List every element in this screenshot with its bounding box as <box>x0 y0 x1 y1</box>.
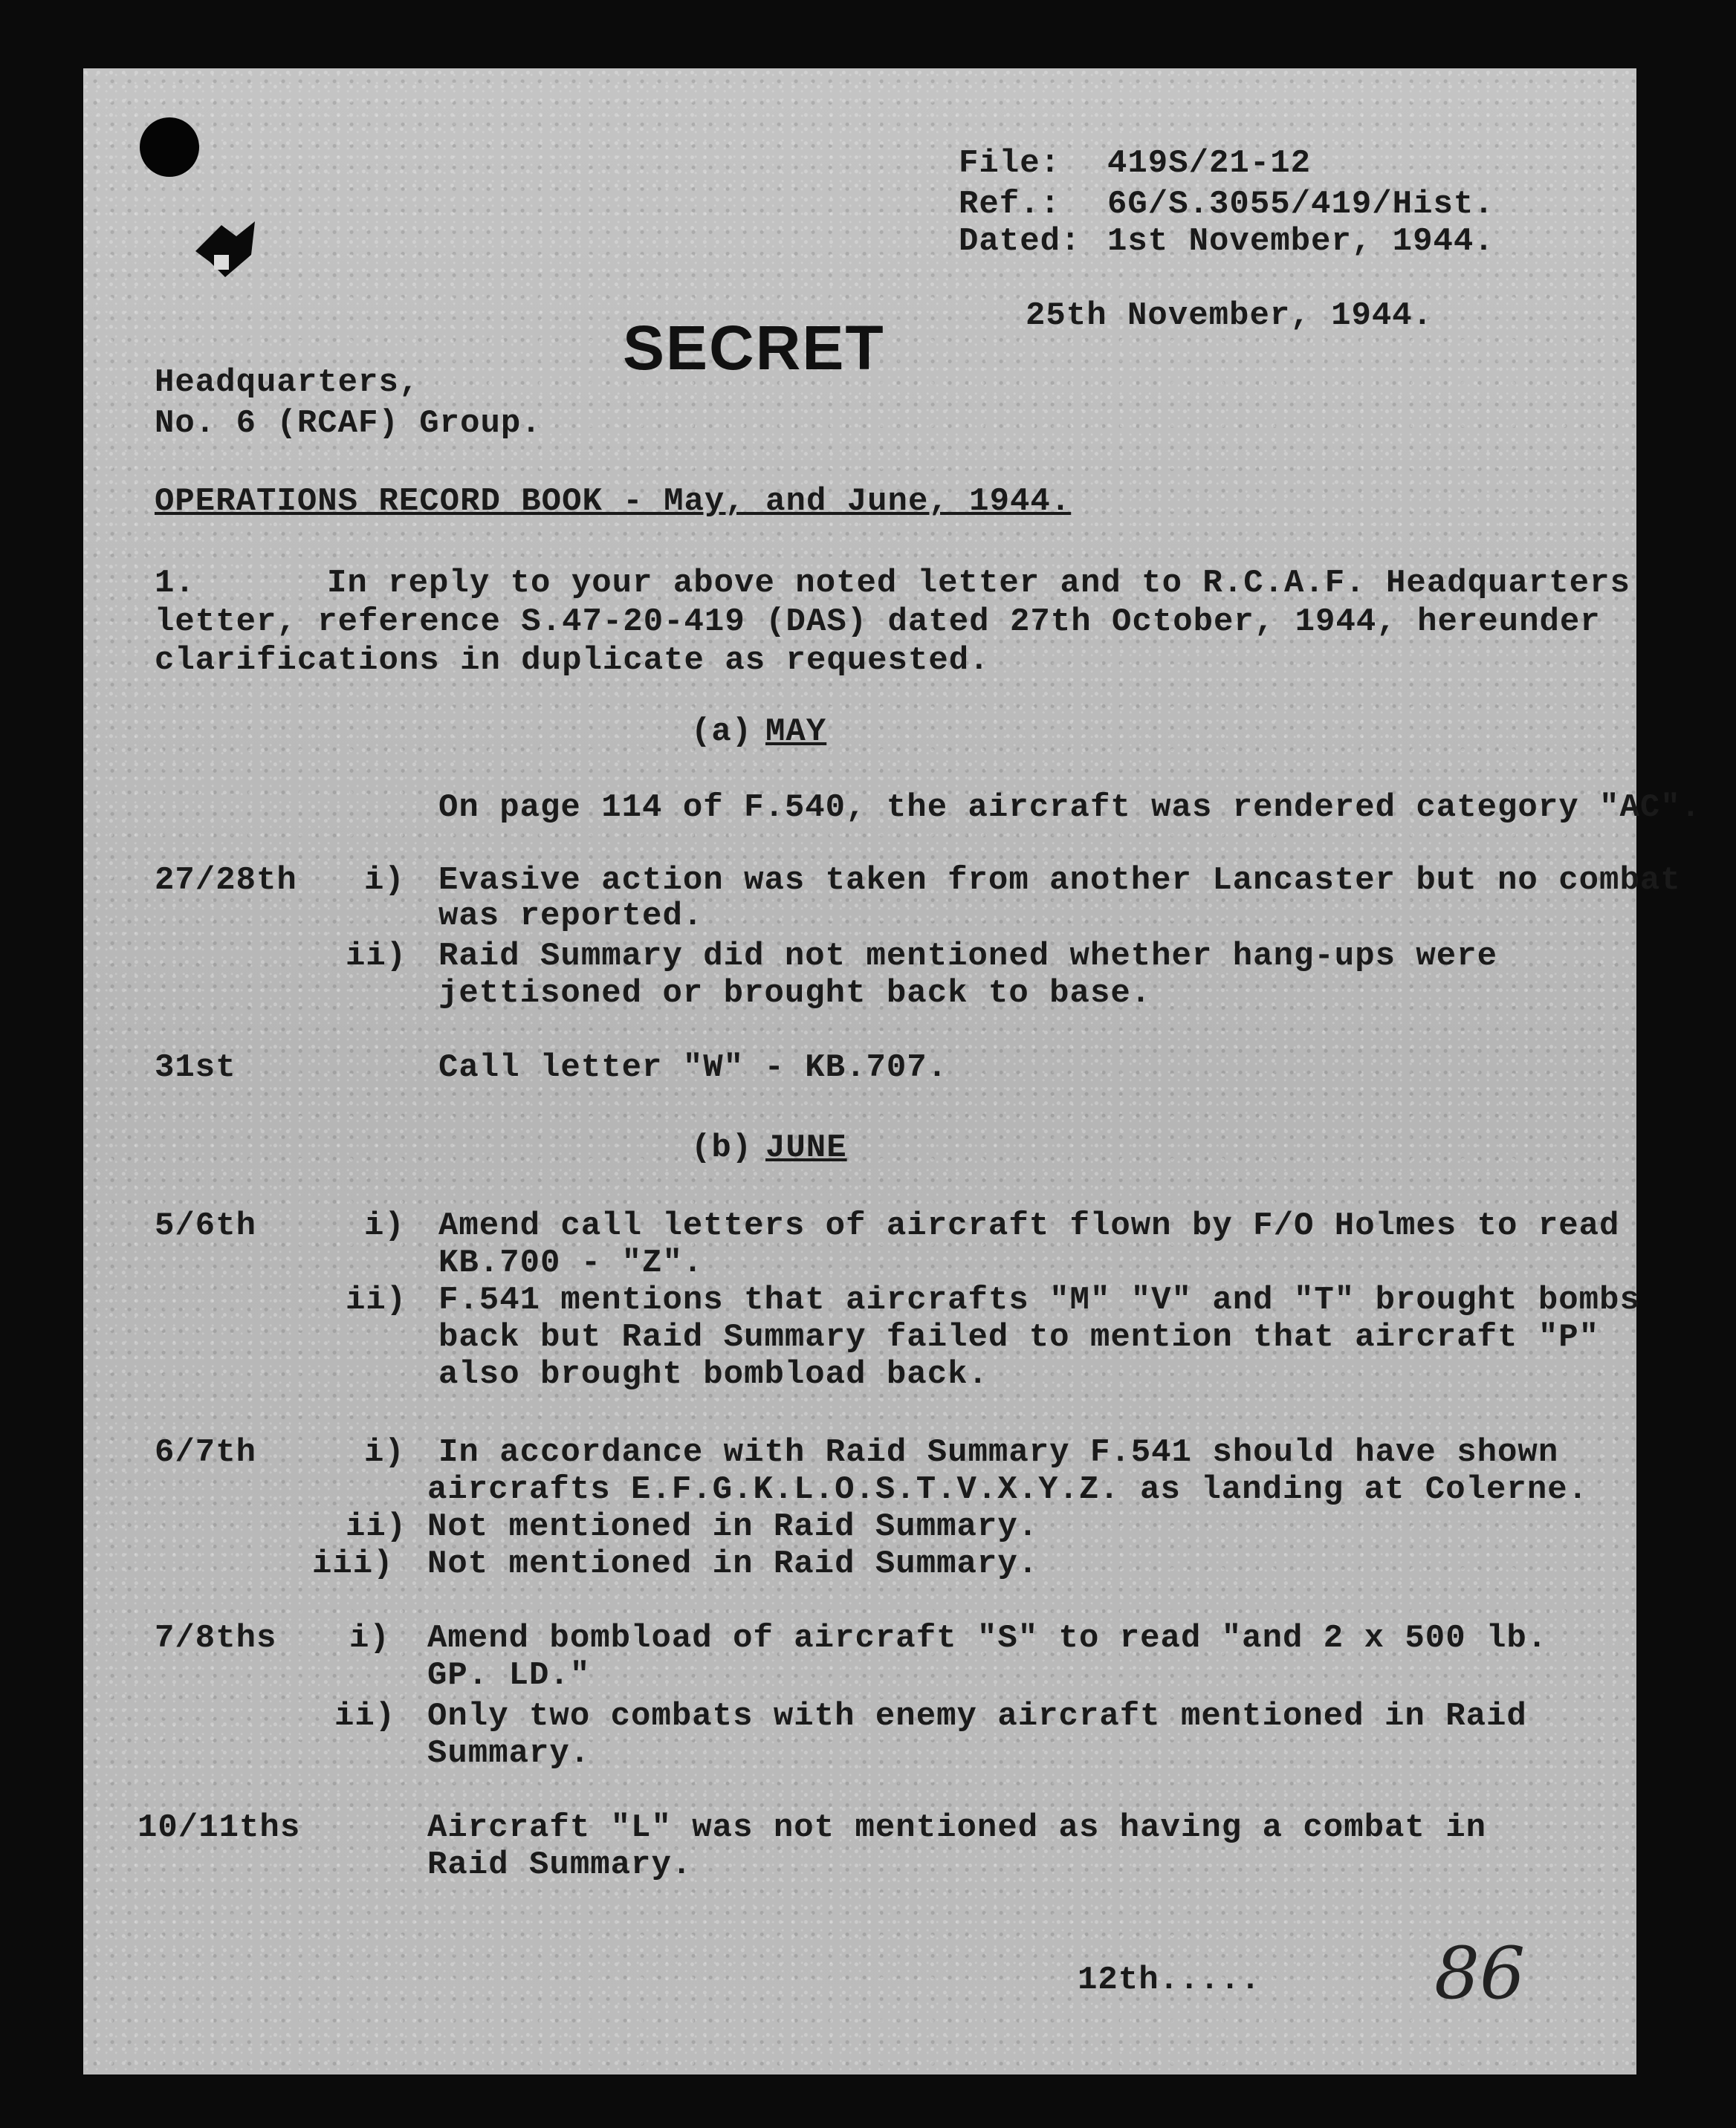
entry-number: ii) <box>346 1508 407 1545</box>
entry-date: 10/11ths <box>137 1809 301 1846</box>
entry-date: 27/28th <box>155 862 297 899</box>
entry-line: Amend call letters of aircraft flown by F/O Holmes to read <box>438 1207 1620 1245</box>
paragraph-line: clarifications in duplicate as requested. <box>155 642 990 679</box>
section-b-prefix: (b) <box>691 1129 753 1167</box>
entry-line: aircrafts E.F.G.K.L.O.S.T.V.X.Y.Z. as landing at Colerne. <box>427 1471 1589 1508</box>
entry-line: Evasive action was taken from another Lancaster but no combat <box>438 862 1681 899</box>
entry-line: Raid Summary did not mentioned whether hang-ups were <box>438 938 1498 975</box>
paragraph-line: In reply to your above noted letter and to R.C.A.F. Headquarters <box>327 565 1630 602</box>
addressee-line-2: No. 6 (RCAF) Group. <box>155 405 542 442</box>
entry-line: Not mentioned in Raid Summary. <box>427 1545 1039 1583</box>
entry-line: Aircraft "L" was not mentioned as having a combat in <box>427 1809 1487 1846</box>
paragraph-number: 1. <box>155 565 195 602</box>
entry-number: i) <box>364 1434 405 1471</box>
classification-stamp: SECRET <box>623 313 885 383</box>
entry-line: was reported. <box>438 898 704 935</box>
entry-date: 31st <box>155 1049 236 1086</box>
entry-number: i) <box>364 862 405 899</box>
entry-number: ii) <box>334 1698 396 1735</box>
entry-line: In accordance with Raid Summary F.541 should have shown <box>438 1434 1559 1471</box>
section-a-prefix: (a) <box>691 713 753 750</box>
entry-line: Summary. <box>427 1735 591 1772</box>
entry-line: Amend bombload of aircraft "S" to read "and 2 x 500 lb. <box>427 1620 1548 1657</box>
entry-line: back but Raid Summary failed to mention that aircraft "P" <box>438 1319 1600 1356</box>
entry-line: F.541 mentions that aircrafts "M" "V" and "T" brought bombs <box>438 1282 1640 1319</box>
entry-number: i) <box>364 1207 405 1245</box>
entry-number: ii) <box>346 1282 407 1319</box>
page-number-handwritten: 86 <box>1434 1932 1526 2015</box>
entry-date: 7/8ths <box>155 1620 277 1657</box>
section-a-intro: On page 114 of F.540, the aircraft was rendered category "AC". <box>438 789 1702 826</box>
entry-line: Only two combats with enemy aircraft mentioned in Raid <box>427 1698 1527 1735</box>
continuation-marker: 12th..... <box>1078 1962 1261 1999</box>
entry-number: iii) <box>312 1545 394 1583</box>
entry-line: jettisoned or brought back to base. <box>438 975 1152 1012</box>
entry-date: 6/7th <box>155 1434 257 1471</box>
letter-date: 25th November, 1944. <box>1026 297 1434 334</box>
ref-value: 6G/S.3055/419/Hist. <box>1107 186 1494 223</box>
dated-value: 1st November, 1944. <box>1107 223 1494 260</box>
entry-line: Not mentioned in Raid Summary. <box>427 1508 1039 1545</box>
entry-number: ii) <box>346 938 407 975</box>
section-a-title: MAY <box>765 713 827 750</box>
entry-line: GP. LD." <box>427 1657 591 1694</box>
entry-line: also brought bombload back. <box>438 1356 988 1393</box>
entry-line: Raid Summary. <box>427 1846 693 1884</box>
dated-label: Dated: <box>959 223 1081 260</box>
paragraph-line: letter, reference S.47-20-419 (DAS) dated 27th October, 1944, hereunder <box>155 603 1601 640</box>
addressee-line-1: Headquarters, <box>155 364 420 401</box>
punch-hole <box>140 117 199 177</box>
staple-mark <box>192 221 259 281</box>
file-value: 419S/21-12 <box>1107 145 1312 182</box>
ref-label: Ref.: <box>959 186 1061 223</box>
entry-number: i) <box>349 1620 390 1657</box>
entry-date: 5/6th <box>155 1207 257 1245</box>
entry-line: Call letter "W" - KB.707. <box>438 1049 948 1086</box>
entry-line: KB.700 - "Z". <box>438 1245 704 1282</box>
subject-line: OPERATIONS RECORD BOOK - May, and June, 1944. <box>155 483 1072 520</box>
file-label: File: <box>959 145 1061 182</box>
section-b-title: JUNE <box>765 1129 847 1167</box>
